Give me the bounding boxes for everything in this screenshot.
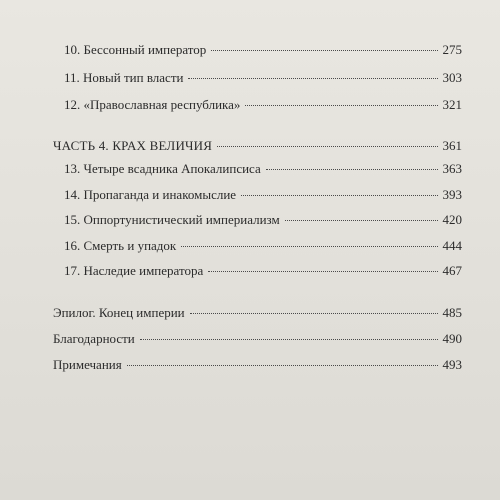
toc-entry-title: 13. Четыре всадника Апокалипсиса	[64, 161, 261, 176]
toc-entry-title: ЧАСТЬ 4. КРАХ ВЕЛИЧИЯ	[53, 138, 213, 153]
toc-entry-chapter-13	[64, 161, 462, 177]
toc-entry-chapter-17	[64, 263, 462, 279]
toc-entry-chapter-15	[64, 212, 462, 228]
toc-entry-chapter-12	[64, 97, 462, 113]
toc-dot-leader	[188, 78, 437, 79]
toc-dot-leader	[245, 105, 437, 106]
toc-entry-chapter-16	[64, 238, 462, 254]
toc-entry-title: 11. Новый тип власти	[64, 70, 184, 85]
toc-entry-title: Примечания	[53, 357, 122, 372]
toc-entry-page: 303	[442, 70, 462, 85]
toc-dot-leader	[285, 220, 438, 221]
toc-entry-page: 467	[442, 263, 462, 278]
toc-dot-leader	[140, 339, 438, 340]
toc-entry-page: 493	[442, 357, 462, 372]
toc-dot-leader	[241, 195, 437, 196]
toc-dot-leader	[208, 271, 437, 272]
toc-dot-leader	[266, 169, 438, 170]
toc-entry-chapter-14	[64, 187, 462, 203]
toc-entry-part-4	[53, 138, 462, 154]
toc-entry-page: 393	[442, 187, 462, 202]
toc-dot-leader	[211, 50, 437, 51]
toc-dot-leader	[217, 146, 437, 147]
toc-dot-leader	[190, 313, 438, 314]
toc-entry-epilogue	[53, 305, 462, 321]
toc-entry-chapter-11	[64, 70, 462, 86]
toc-dot-leader	[181, 246, 437, 247]
toc-entry-title: 17. Наследие императора	[64, 263, 204, 278]
toc-entry-title: 16. Смерть и упадок	[64, 238, 177, 253]
toc-entry-page: 363	[442, 161, 462, 176]
toc-entry-page: 485	[442, 305, 462, 320]
toc-entry-title: 14. Пропаганда и инакомыслие	[64, 187, 237, 202]
toc-entry-page: 490	[442, 331, 462, 346]
toc-entry-page: 275	[442, 42, 462, 57]
toc-entry-chapter-10	[64, 42, 462, 58]
toc-entry-page: 361	[442, 138, 462, 153]
toc-entry-page: 321	[442, 97, 462, 112]
toc-entry-title: 10. Бессонный император	[64, 42, 207, 57]
toc-entry-acknowledgements	[53, 331, 462, 347]
toc-entry-title: Эпилог. Конец империи	[53, 305, 185, 320]
toc-dot-leader	[127, 365, 438, 366]
table-of-contents	[40, 0, 470, 500]
toc-entry-notes	[53, 357, 462, 373]
toc-entry-title: Благодарности	[53, 331, 135, 346]
toc-entry-page: 420	[442, 212, 462, 227]
toc-entry-page: 444	[442, 238, 462, 253]
toc-entry-title: 15. Оппортунистический империализм	[64, 212, 280, 227]
toc-entry-title: 12. «Православная республика»	[64, 97, 241, 112]
